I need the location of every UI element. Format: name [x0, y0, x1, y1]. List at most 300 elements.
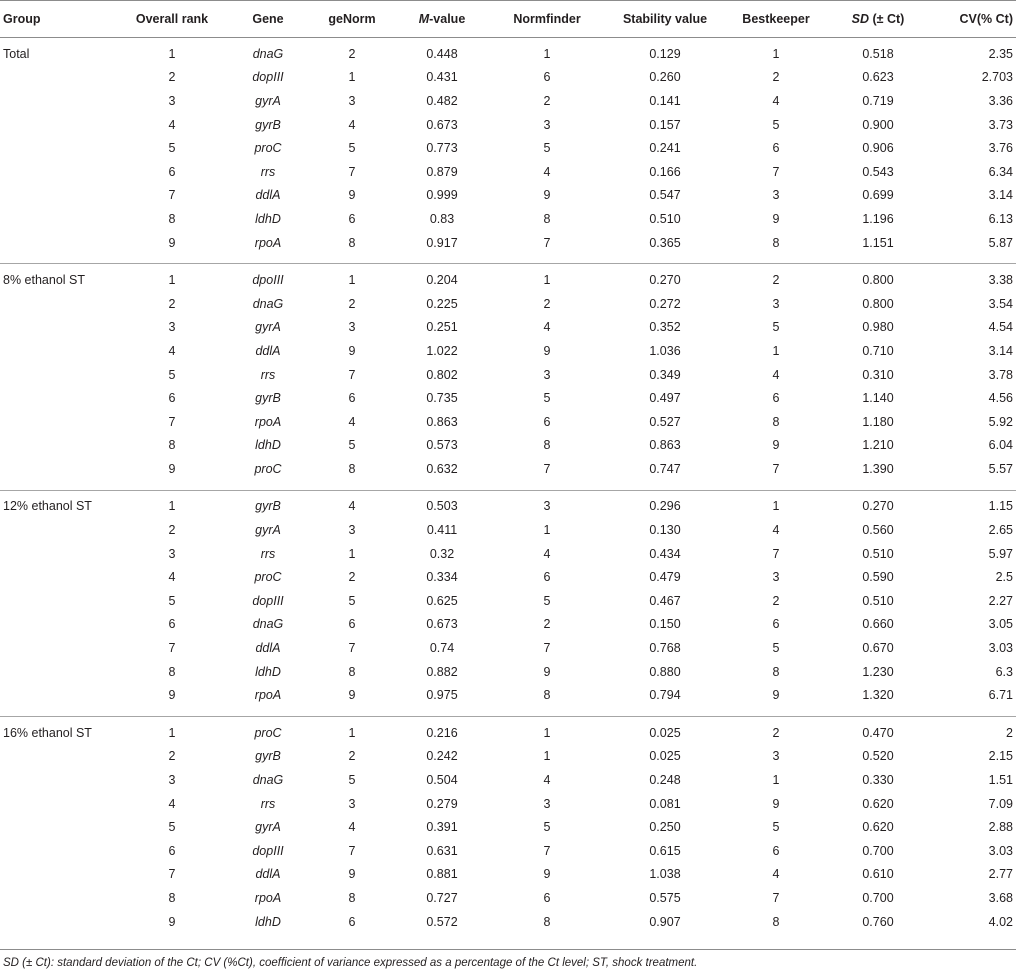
- cell-m-value: 0.448: [426, 46, 458, 61]
- cell-normfinder: 1: [492, 717, 602, 745]
- cell-overall-rank: 2: [168, 749, 176, 764]
- cell-overall-rank: 9: [168, 235, 176, 250]
- cell-bestkeeper: 9: [772, 688, 780, 703]
- cell-bestkeeper: 5: [772, 641, 780, 656]
- cell-sd: 1.320: [862, 688, 894, 703]
- table-row: [0, 434, 1016, 458]
- cell-stability-value: 0.479: [649, 570, 681, 585]
- cell-bestkeeper: 8: [772, 914, 780, 929]
- cell-m-value: 0.573: [426, 438, 458, 453]
- cell-bestkeeper: 3: [772, 188, 780, 203]
- cell-bestkeeper: 2: [772, 593, 780, 608]
- cell-group: [0, 89, 120, 113]
- cell-stability-value: 0.863: [649, 438, 681, 453]
- cell-normfinder: 5: [543, 141, 551, 156]
- cell-m-value: 0.431: [426, 70, 458, 85]
- cell-group: [0, 839, 120, 863]
- cell-stability-value: 0.907: [649, 914, 681, 929]
- cell-cv: 2.5: [995, 570, 1013, 585]
- cell-group: [0, 66, 120, 90]
- cell-sd: 0.623: [862, 70, 894, 85]
- cell-stability-value: 0.349: [649, 367, 681, 382]
- table-row: [0, 38, 1016, 66]
- cell-stability-value: 0.527: [649, 414, 681, 429]
- cell-cv: 2.703: [981, 70, 1013, 85]
- cell-genorm: 7: [348, 164, 356, 179]
- table-row: [0, 768, 1016, 792]
- table-footnote: SD (± Ct): standard deviation of the Ct; CV (%Ct), coefficient of variance expressed as a percentage of the Ct level; ST, shock treatment.: [0, 949, 1016, 969]
- cell-cv: 3.03: [988, 641, 1013, 656]
- cell-group: [0, 542, 120, 566]
- cell-stability-value: 0.250: [649, 820, 681, 835]
- cell-genorm: 4: [348, 820, 356, 835]
- cell-genorm: 3: [348, 796, 356, 811]
- table-row: [0, 636, 1016, 660]
- cell-overall-rank: 5: [168, 593, 176, 608]
- cell-m-value: 0.334: [426, 570, 458, 585]
- cell-m-value: 0.83: [429, 211, 455, 226]
- cell-normfinder: 8: [543, 438, 551, 453]
- cell-sd: 0.510: [862, 593, 894, 608]
- cell-stability-value: 0.272: [649, 296, 681, 311]
- cell-sd: 0.760: [862, 914, 894, 929]
- cell-stability-value: 1.036: [649, 343, 681, 358]
- cell-bestkeeper: 1: [772, 46, 780, 61]
- cell-genorm: 8: [348, 461, 356, 476]
- cell-gene: dnaG: [252, 296, 284, 311]
- group-spacer: [0, 254, 1016, 264]
- cell-stability-value: 0.157: [649, 117, 681, 132]
- cell-sd: 0.330: [862, 773, 894, 788]
- table-row: [0, 565, 1016, 589]
- cell-group: [0, 565, 120, 589]
- cell-m-value: 0.482: [426, 93, 458, 108]
- cell-cv: 3.54: [988, 296, 1013, 311]
- cell-group: [0, 613, 120, 637]
- table-row: [0, 717, 1016, 745]
- cell-overall-rank: 9: [168, 914, 176, 929]
- cell-normfinder: 4: [543, 773, 551, 788]
- cell-normfinder: 3: [543, 117, 551, 132]
- cell-normfinder: 6: [543, 414, 551, 429]
- cell-normfinder: 1: [543, 523, 551, 538]
- cell-sd: 0.543: [862, 164, 894, 179]
- cell-gene: gyrB: [255, 749, 281, 764]
- cell-genorm: 1: [312, 717, 392, 745]
- cell-overall-rank: 7: [168, 414, 176, 429]
- cell-genorm: 6: [348, 617, 356, 632]
- cell-bestkeeper: 3: [772, 296, 780, 311]
- cell-genorm: 5: [348, 773, 356, 788]
- cell-overall-rank: 1: [120, 264, 224, 292]
- cell-cv: 3.14: [988, 343, 1013, 358]
- cell-normfinder: 7: [543, 461, 551, 476]
- cell-gene: rpoA: [254, 890, 282, 905]
- cell-group: [0, 113, 120, 137]
- cell-cv: 4.54: [988, 320, 1013, 335]
- cell-cv: 5.87: [988, 235, 1013, 250]
- cell-normfinder: 7: [543, 641, 551, 656]
- cell-gene: proC: [224, 717, 312, 745]
- cell-gene: dpoIII: [224, 264, 312, 292]
- table-row: [0, 160, 1016, 184]
- cell-group: [0, 683, 120, 707]
- cell-stability-value: 0.241: [649, 141, 681, 156]
- table-header: [0, 1, 1016, 38]
- cell-stability-value: 0.166: [649, 164, 681, 179]
- cell-cv: 3.76: [988, 141, 1013, 156]
- cell-genorm: 7: [348, 843, 356, 858]
- group-spacer: [0, 481, 1016, 491]
- cell-genorm: 3: [348, 523, 356, 538]
- cell-cv: 6.04: [988, 438, 1013, 453]
- cell-m-value: 0.879: [426, 164, 458, 179]
- cell-bestkeeper: 4: [772, 367, 780, 382]
- header-m-value-italic: M: [418, 12, 430, 26]
- cell-gene: proC: [254, 570, 282, 585]
- cell-genorm: 1: [348, 546, 356, 561]
- cell-m-value: 0.673: [426, 117, 458, 132]
- cell-cv: 1.51: [988, 773, 1013, 788]
- cell-cv: 2.88: [988, 820, 1013, 835]
- cell-gene: gyrB: [255, 117, 281, 132]
- cell-m-value: 0.999: [426, 188, 458, 203]
- cell-m-value: 0.572: [426, 914, 458, 929]
- cell-bestkeeper: 7: [772, 890, 780, 905]
- cell-m-value: 0.863: [426, 414, 458, 429]
- cell-sd: 1.140: [862, 391, 894, 406]
- cell-group: [0, 589, 120, 613]
- cell-group: [0, 660, 120, 684]
- cell-sd: 0.700: [862, 890, 894, 905]
- cell-m-value: 0.631: [426, 843, 458, 858]
- cell-gene: rrs: [260, 367, 276, 382]
- cell-genorm: 8: [348, 890, 356, 905]
- table-row: [0, 792, 1016, 816]
- cell-overall-rank: 2: [168, 70, 176, 85]
- cell-overall-rank: 3: [168, 320, 176, 335]
- cell-m-value: 0.881: [426, 867, 458, 882]
- header-sd-italic: SD: [851, 12, 870, 26]
- cell-stability-value: 0.141: [649, 93, 681, 108]
- cell-m-value: 1.022: [426, 343, 458, 358]
- cell-sd: 0.700: [862, 843, 894, 858]
- cell-gene: rrs: [260, 796, 276, 811]
- table-row: [0, 113, 1016, 137]
- cell-gene: rpoA: [254, 414, 282, 429]
- cell-group: [0, 457, 120, 481]
- cell-sd: 1.390: [862, 461, 894, 476]
- table-row: [0, 339, 1016, 363]
- cell-group: Total: [3, 46, 30, 61]
- table-row: [0, 815, 1016, 839]
- cell-cv: 5.57: [988, 461, 1013, 476]
- cell-genorm: 4: [312, 490, 392, 518]
- table-row: [0, 683, 1016, 707]
- cell-group: [0, 434, 120, 458]
- header-bestkeeper: Bestkeeper: [728, 1, 824, 38]
- cell-sd: 0.590: [862, 570, 894, 585]
- cell-group: [0, 339, 120, 363]
- cell-bestkeeper: 5: [772, 117, 780, 132]
- cell-normfinder: 9: [543, 343, 551, 358]
- cell-m-value: 0.251: [426, 320, 458, 335]
- cell-stability-value: 0.260: [649, 70, 681, 85]
- cell-stability-value: 0.768: [649, 641, 681, 656]
- cell-bestkeeper: 9: [772, 438, 780, 453]
- cell-normfinder: 7: [543, 235, 551, 250]
- cell-sd: 0.518: [862, 46, 894, 61]
- cell-sd: 0.660: [862, 617, 894, 632]
- cell-gene: proC: [254, 141, 282, 156]
- cell-m-value: 0.503: [392, 490, 492, 518]
- cell-normfinder: 4: [543, 320, 551, 335]
- cell-overall-rank: 8: [168, 211, 176, 226]
- table-row: [0, 231, 1016, 255]
- cell-bestkeeper: 5: [772, 820, 780, 835]
- cell-overall-rank: 4: [168, 343, 176, 358]
- cell-overall-rank: 4: [168, 796, 176, 811]
- cell-group: [0, 815, 120, 839]
- cell-genorm: 5: [348, 141, 356, 156]
- cell-normfinder: 9: [543, 867, 551, 882]
- cell-normfinder: 1: [492, 264, 602, 292]
- cell-m-value: 0.504: [426, 773, 458, 788]
- cell-group: [0, 768, 120, 792]
- cell-sd: 0.560: [862, 523, 894, 538]
- cell-genorm: 7: [348, 641, 356, 656]
- cell-gene: ldhD: [255, 211, 281, 226]
- table-row: [0, 136, 1016, 160]
- cell-genorm: 6: [348, 211, 356, 226]
- cell-m-value: 0.391: [426, 820, 458, 835]
- header-group: Group: [0, 1, 120, 38]
- cell-normfinder: 6: [543, 570, 551, 585]
- cell-overall-rank: 3: [168, 546, 176, 561]
- cell-normfinder: 5: [543, 391, 551, 406]
- cell-m-value: 0.727: [426, 890, 458, 905]
- cell-cv: 5.92: [988, 414, 1013, 429]
- cell-bestkeeper: 7: [772, 461, 780, 476]
- cell-stability-value: 0.248: [649, 773, 681, 788]
- cell-gene: proC: [254, 461, 282, 476]
- cell-group: [0, 316, 120, 340]
- cell-gene: ldhD: [255, 438, 281, 453]
- cell-normfinder: 2: [543, 296, 551, 311]
- cell-sd: 0.520: [862, 749, 894, 764]
- cell-overall-rank: 9: [168, 688, 176, 703]
- cell-gene: gyrB: [255, 391, 281, 406]
- cell-stability-value: 0.081: [649, 796, 681, 811]
- cell-overall-rank: 7: [168, 188, 176, 203]
- cell-group: [0, 292, 120, 316]
- cell-gene: dnaG: [252, 46, 284, 61]
- cell-m-value: 0.917: [426, 235, 458, 250]
- cell-stability-value: 0.365: [649, 235, 681, 250]
- cell-genorm: 8: [348, 235, 356, 250]
- cell-genorm: 9: [348, 688, 356, 703]
- cell-overall-rank: 3: [168, 93, 176, 108]
- header-sd-suffix: (± Ct): [869, 12, 905, 26]
- cell-sd: 0.699: [862, 188, 894, 203]
- cell-stability-value: 0.434: [649, 546, 681, 561]
- cell-normfinder: 9: [543, 664, 551, 679]
- cell-group: 16% ethanol ST: [0, 717, 120, 745]
- spacer-cell: [0, 707, 1016, 717]
- cell-cv: 5.97: [988, 546, 1013, 561]
- cell-m-value: 0.204: [392, 264, 492, 292]
- cell-genorm: 2: [348, 296, 356, 311]
- cell-bestkeeper: 3: [772, 570, 780, 585]
- cell-group: [0, 386, 120, 410]
- table-body: [0, 38, 1016, 934]
- table-row: [0, 264, 1016, 292]
- cell-bestkeeper: 4: [772, 867, 780, 882]
- cell-overall-rank: 3: [168, 773, 176, 788]
- cell-stability-value: 0.025: [649, 749, 681, 764]
- header-stability-value: Stability value: [602, 1, 728, 38]
- cell-cv: 3.38: [932, 264, 1016, 292]
- cell-group: [0, 518, 120, 542]
- cell-overall-rank: 5: [168, 367, 176, 382]
- cell-m-value: 0.32: [429, 546, 455, 561]
- cell-normfinder: 3: [492, 490, 602, 518]
- table-row: [0, 863, 1016, 887]
- cell-stability-value: 0.615: [649, 843, 681, 858]
- cell-bestkeeper: 1: [772, 773, 780, 788]
- cell-stability-value: 0.270: [602, 264, 728, 292]
- cell-sd: 0.620: [862, 796, 894, 811]
- cell-cv: 3.78: [988, 367, 1013, 382]
- cell-overall-rank: 5: [168, 141, 176, 156]
- cell-normfinder: 9: [543, 188, 551, 203]
- header-row: [0, 1, 1016, 38]
- cell-gene: dopIII: [252, 843, 284, 858]
- cell-sd: 0.800: [862, 296, 894, 311]
- cell-overall-rank: 6: [168, 164, 176, 179]
- header-m-value-suffix: -value: [429, 12, 466, 26]
- cell-sd: 0.906: [862, 141, 894, 156]
- cell-cv: 6.71: [988, 688, 1013, 703]
- cell-group: [0, 410, 120, 434]
- cell-cv: 3.14: [988, 188, 1013, 203]
- cell-gene: dnaG: [252, 773, 284, 788]
- cell-genorm: 4: [348, 414, 356, 429]
- cell-gene: rrs: [260, 546, 276, 561]
- cell-genorm: 2: [348, 749, 356, 764]
- cell-m-value: 0.225: [426, 296, 458, 311]
- cell-m-value: 0.673: [426, 617, 458, 632]
- header-normfinder: Normfinder: [492, 1, 602, 38]
- table-row: [0, 410, 1016, 434]
- cell-stability-value: 0.352: [649, 320, 681, 335]
- cell-genorm: 2: [348, 46, 356, 61]
- cell-stability-value: 0.575: [649, 890, 681, 905]
- cell-bestkeeper: 9: [772, 796, 780, 811]
- cell-genorm: 3: [348, 93, 356, 108]
- cell-genorm: 5: [348, 593, 356, 608]
- cell-normfinder: 2: [543, 93, 551, 108]
- cell-normfinder: 8: [543, 211, 551, 226]
- cell-cv: 1.15: [932, 490, 1016, 518]
- cell-m-value: 0.632: [426, 461, 458, 476]
- group-spacer: [0, 707, 1016, 717]
- cell-cv: 6.34: [988, 164, 1013, 179]
- cell-m-value: 0.773: [426, 141, 458, 156]
- cell-stability-value: 0.747: [649, 461, 681, 476]
- cell-sd: 1.210: [862, 438, 894, 453]
- cell-stability-value: 0.880: [649, 664, 681, 679]
- cell-overall-rank: 7: [168, 867, 176, 882]
- cell-cv: 2.65: [988, 523, 1013, 538]
- cell-normfinder: 3: [543, 367, 551, 382]
- table-row: [0, 660, 1016, 684]
- cell-bestkeeper: 2: [772, 70, 780, 85]
- cell-m-value: 0.74: [429, 641, 455, 656]
- cell-stability-value: 0.794: [649, 688, 681, 703]
- cell-m-value: 0.216: [392, 717, 492, 745]
- cell-overall-rank: 7: [168, 641, 176, 656]
- table-row: [0, 542, 1016, 566]
- cell-sd: 0.670: [862, 641, 894, 656]
- table-row: [0, 89, 1016, 113]
- cell-normfinder: 4: [543, 546, 551, 561]
- header-genorm: geNorm: [312, 1, 392, 38]
- cell-sd: 1.151: [862, 235, 894, 250]
- cell-group: [0, 207, 120, 231]
- cell-cv: 2.27: [988, 593, 1013, 608]
- cell-gene: rpoA: [254, 688, 282, 703]
- cell-normfinder: 8: [543, 688, 551, 703]
- cell-cv: 3.36: [988, 93, 1013, 108]
- cell-gene: ddlA: [255, 867, 281, 882]
- cell-sd: 0.310: [862, 367, 894, 382]
- cell-group: [0, 863, 120, 887]
- cell-sd: 0.980: [862, 320, 894, 335]
- cell-bestkeeper: 8: [772, 664, 780, 679]
- cell-gene: dopIII: [252, 70, 284, 85]
- cell-gene: gyrA: [255, 523, 281, 538]
- cell-stability-value: 0.150: [649, 617, 681, 632]
- table-row: [0, 886, 1016, 910]
- cell-cv: 2.77: [988, 867, 1013, 882]
- cell-group: [0, 910, 120, 934]
- cell-overall-rank: 8: [168, 664, 176, 679]
- cell-normfinder: 1: [543, 46, 551, 61]
- cell-sd: 0.710: [862, 343, 894, 358]
- cell-overall-rank: 6: [168, 391, 176, 406]
- cell-group: [0, 231, 120, 255]
- cell-group: [0, 184, 120, 208]
- cell-sd: 0.620: [862, 820, 894, 835]
- cell-stability-value: 1.038: [649, 867, 681, 882]
- cell-stability-value: 0.130: [649, 523, 681, 538]
- cell-sd: 0.470: [824, 717, 932, 745]
- cell-group: [0, 363, 120, 387]
- cell-bestkeeper: 3: [772, 749, 780, 764]
- table-row: [0, 745, 1016, 769]
- cell-cv: 7.09: [988, 796, 1013, 811]
- cell-overall-rank: 6: [168, 617, 176, 632]
- table-row: [0, 207, 1016, 231]
- cell-cv: 3.03: [988, 843, 1013, 858]
- cell-gene: rpoA: [254, 235, 282, 250]
- cell-gene: gyrA: [255, 320, 281, 335]
- cell-sd: 1.230: [862, 664, 894, 679]
- cell-cv: 6.3: [995, 664, 1013, 679]
- cell-bestkeeper: 9: [772, 211, 780, 226]
- cell-sd: 0.270: [824, 490, 932, 518]
